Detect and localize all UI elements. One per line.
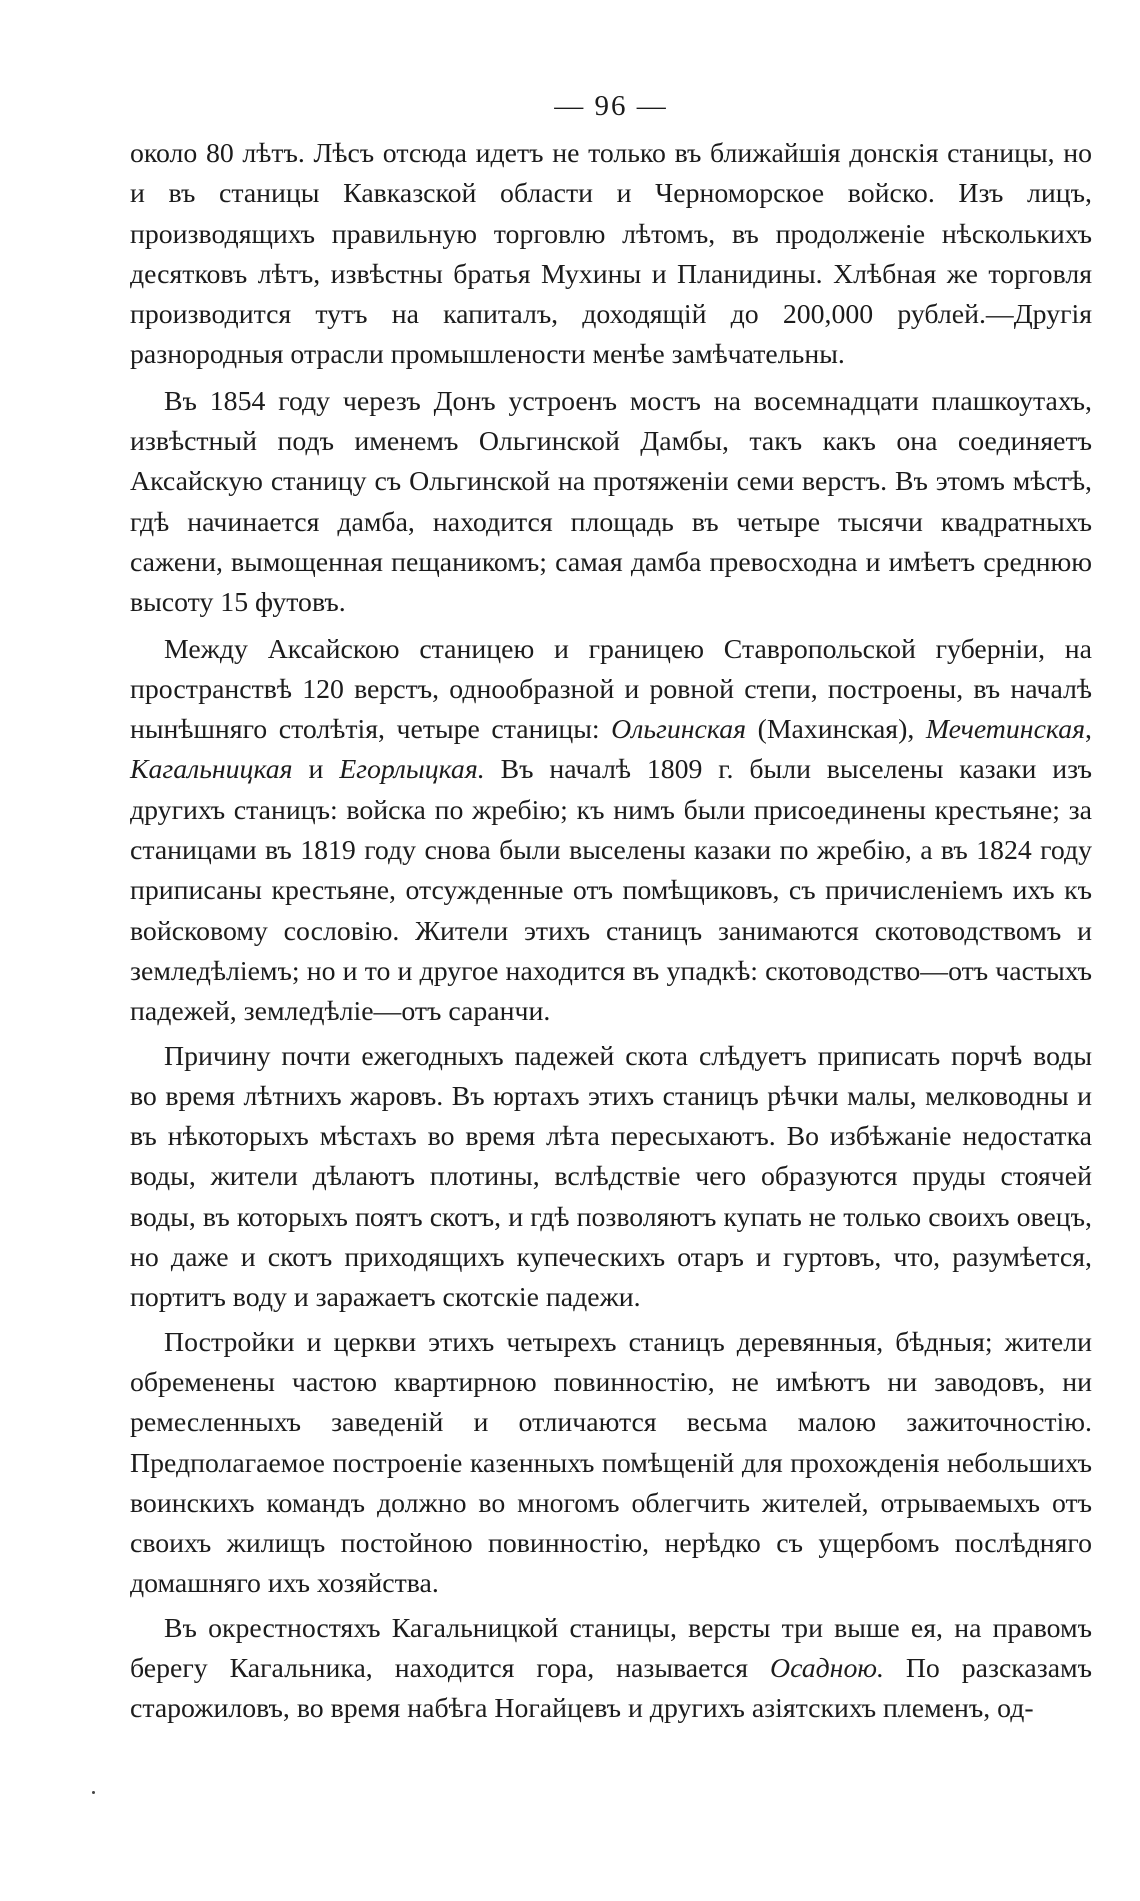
paragraph-6-text-2: По разсказамъ старожиловъ, во время набѣга Ногайцевъ и другихъ азіятскихъ племенъ, од-: [130, 1652, 1092, 1725]
paragraph-3-text-1: Между Аксайскою станицею и границею Ставропольской губерніи, на пространствѣ 120 верстъ, однообразной и ровной степи, построены, въ началѣ нынѣшняго столѣтія, четыре станицы:: [130, 633, 1092, 746]
paragraph-3-text-2: (Махинская),: [746, 714, 926, 746]
stanitsa-olginskaya: Ольгинская: [611, 714, 747, 746]
paragraph-1: около 80 лѣтъ. Лѣсъ отсюда идетъ не только въ ближайшія донскія станицы, но и въ станицы Кавказской области и Черноморское войско. Изъ лицъ, производящихъ правильную торговлю лѣтомъ, въ продолженіе нѣсколькихъ десятковъ лѣтъ, извѣстны братья Мухины и Планидины. Хлѣбная же торговля производится тутъ на капиталъ, доходящій до 200,000 рублей.—Другія разнородныя отрасли промышлености менѣе замѣчательны.: [130, 138, 1092, 371]
stanitsa-mechetinskaya: Мечетинская: [925, 714, 1086, 746]
margin-speck: [92, 1791, 95, 1794]
paragraph-3-text-4: и: [292, 754, 340, 786]
paragraph-4: Причину почти ежегодныхъ падежей скота слѣдуетъ приписать порчѣ воды во время лѣтнихъ жаровъ. Въ юртахъ этихъ станицъ рѣчки малы, мелководны и въ нѣкоторыхъ мѣстахъ во время лѣта пересыхаютъ. Во избѣжаніе недостатка воды, жители дѣлаютъ плотины, вслѣдствіе чего образуются пруды стоячей воды, въ которыхъ поятъ скотъ, и гдѣ позволяютъ купать не только своихъ овецъ, но даже и скотъ приходящихъ купеческихъ отаръ и гуртовъ, что, разумѣется, портитъ воду и заражаетъ скотскіе падежи.: [130, 1040, 1092, 1314]
paragraph-2: Въ 1854 году черезъ Донъ устроенъ мостъ на восемнадцати плашкоутахъ, извѣстный подъ именемъ Ольгинской Дамбы, такъ какъ она соединяетъ Аксайскую станицу съ Ольгинской на протяженіи семи верстъ. Въ этомъ мѣстѣ, гдѣ начинается дамба, находится площадь въ четыре тысячи квадратныхъ сажени, вымощенная пещаникомъ; самая дамба превосходна и имѣетъ среднюю высоту 15 футовъ.: [130, 385, 1092, 619]
paragraph-6: [130, 1609, 1092, 1730]
paragraph-3: [130, 630, 1092, 1033]
stanitsa-kagalnitskaya: Кагальницкая: [130, 754, 293, 786]
paragraph-3-text-3: ,: [1085, 714, 1092, 746]
stanitsa-egorlytskaya: Егорлыцкая.: [339, 754, 485, 786]
book-page: [130, 88, 1092, 1734]
mountain-name-osadnaya: Осадною.: [770, 1652, 884, 1684]
paragraph-5: Постройки и церкви этихъ четырехъ станицъ деревянныя, бѣдныя; жители обременены частою квартирною повинностію, не имѣютъ ни заводовъ, ни ремесленныхъ заведеній и отличаются весьма малою зажиточностію. Предполагаемое построеніе казенныхъ помѣщеній для прохожденія небольшихъ воинскихъ командъ должно во многомъ облегчить жителей, отрываемыхъ отъ своихъ жилищъ постойною повинностію, нерѣдко съ ущербомъ послѣдняго домашняго ихъ хозяйства.: [130, 1326, 1092, 1600]
paragraph-6-text-1: Въ окрестностяхъ Кагальницкой станицы, версты три выше ея, на правомъ берегу Кагальника, находится гора, называется: [130, 1612, 1092, 1684]
page-number: — 96 —: [554, 90, 668, 122]
paragraph-3-text-5: Въ началѣ 1809 г. были выселены казаки изъ другихъ станицъ: войска по жребію; къ нимъ были присоединены крестьяне; за станицами въ 1819 году снова были выселены казаки по жребію, а въ 1824 году приписаны крестьяне, отсужденные отъ помѣщиковъ, съ причисленіемъ ихъ къ войсковому сословію. Жители этихъ станицъ занимаются скотоводствомъ и земледѣліемъ; но и то и другое находится въ упадкѣ: скотоводство—отъ частыхъ падежей, земледѣліе—отъ саранчи.: [130, 754, 1092, 1028]
